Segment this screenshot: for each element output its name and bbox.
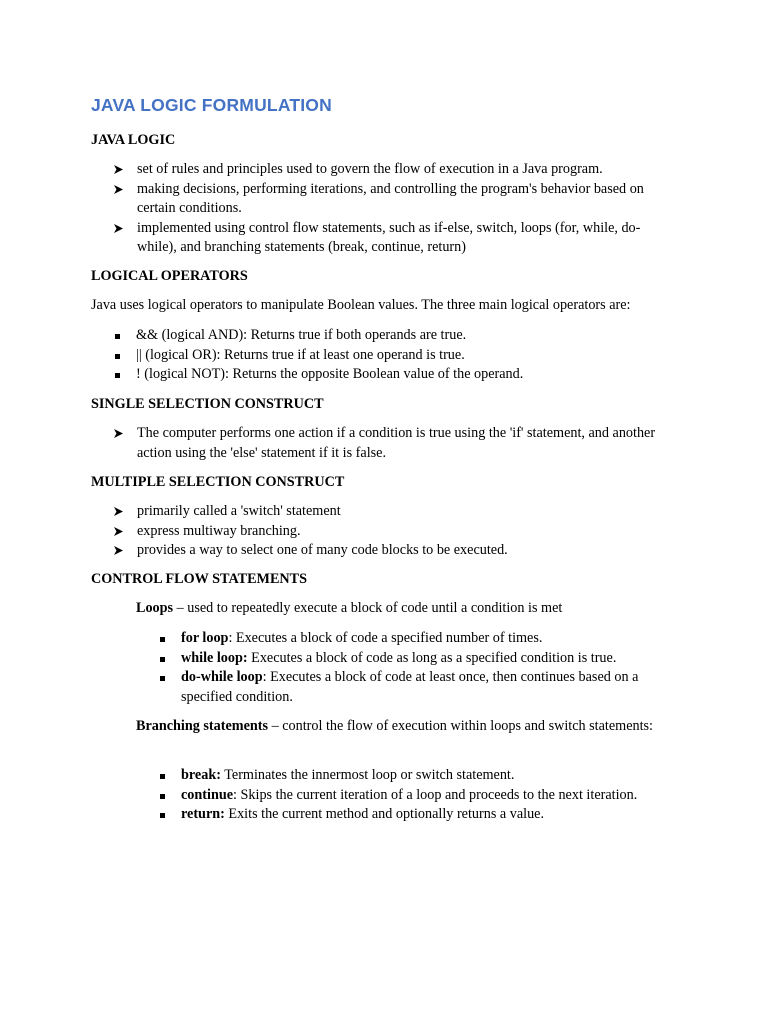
logical-operators-list xyxy=(113,326,678,385)
loops-intro xyxy=(136,600,562,617)
list-item: || (logical OR): Returns true if at least one operand is true. xyxy=(113,346,678,366)
section-heading-multiple-selection: MULTIPLE SELECTION CONSTRUCT xyxy=(91,474,345,490)
square-bullet-icon xyxy=(160,637,165,642)
list-item: making decisions, performing iterations, and controlling the program's behavior based on certain conditions. xyxy=(113,180,678,219)
section-heading-logical-operators: LOGICAL OPERATORS xyxy=(91,268,248,284)
branching-list xyxy=(158,766,678,825)
list-item: do-while loop: Executes a block of code at least once, then continues based on a specified condition. xyxy=(158,668,678,707)
list-item: express multiway branching. xyxy=(113,522,678,542)
logical-operators-intro: Java uses logical operators to manipulate Boolean values. The three main logical operators are: xyxy=(91,297,631,313)
single-selection-list xyxy=(113,424,678,463)
loops-desc: – used to repeatedly execute a block of code until a condition is met xyxy=(173,600,563,616)
square-bullet-icon xyxy=(160,794,165,799)
square-bullet-icon xyxy=(115,334,120,339)
list-item: provides a way to select one of many code blocks to be executed. xyxy=(113,541,678,561)
branching-intro xyxy=(91,717,661,737)
square-bullet-icon xyxy=(160,657,165,662)
square-bullet-icon xyxy=(115,354,120,359)
loops-term: Loops xyxy=(136,600,174,616)
section-heading-single-selection: SINGLE SELECTION CONSTRUCT xyxy=(91,396,324,412)
list-item: implemented using control flow statements, such as if-else, switch, loops (for, while, do-while), and branching statements (break, continue, return) xyxy=(113,219,678,258)
square-bullet-icon xyxy=(160,676,165,681)
list-item: && (logical AND): Returns true if both operands are true. xyxy=(113,326,678,346)
java-logic-list xyxy=(113,160,678,258)
loops-list xyxy=(158,629,678,707)
list-item: primarily called a 'switch' statement xyxy=(113,502,678,522)
list-item: The computer performs one action if a condition is true using the 'if' statement, and another action using the 'else' statement if it is false. xyxy=(113,424,678,463)
square-bullet-icon xyxy=(115,373,120,378)
list-item: while loop: Executes a block of code as long as a specified condition is true. xyxy=(158,649,678,669)
square-bullet-icon xyxy=(160,774,165,779)
square-bullet-icon xyxy=(160,813,165,818)
document-title: JAVA LOGIC FORMULATION xyxy=(91,95,332,115)
list-item: ! (logical NOT): Returns the opposite Boolean value of the operand. xyxy=(113,365,678,385)
list-item: break: Terminates the innermost loop or switch statement. xyxy=(158,766,678,786)
list-item: set of rules and principles used to govern the flow of execution in a Java program. xyxy=(113,160,678,180)
branching-term: Branching statements xyxy=(136,718,269,734)
list-item: for loop: Executes a block of code a specified number of times. xyxy=(158,629,678,649)
section-heading-control-flow: CONTROL FLOW STATEMENTS xyxy=(91,571,308,587)
multiple-selection-list xyxy=(113,502,678,561)
branching-desc: – control the flow of execution within loops and switch statements: xyxy=(268,718,653,734)
list-item: return: Exits the current method and optionally returns a value. xyxy=(158,805,678,825)
section-heading-java-logic: JAVA LOGIC xyxy=(91,132,176,148)
list-item: continue: Skips the current iteration of a loop and proceeds to the next iteration. xyxy=(158,786,678,806)
